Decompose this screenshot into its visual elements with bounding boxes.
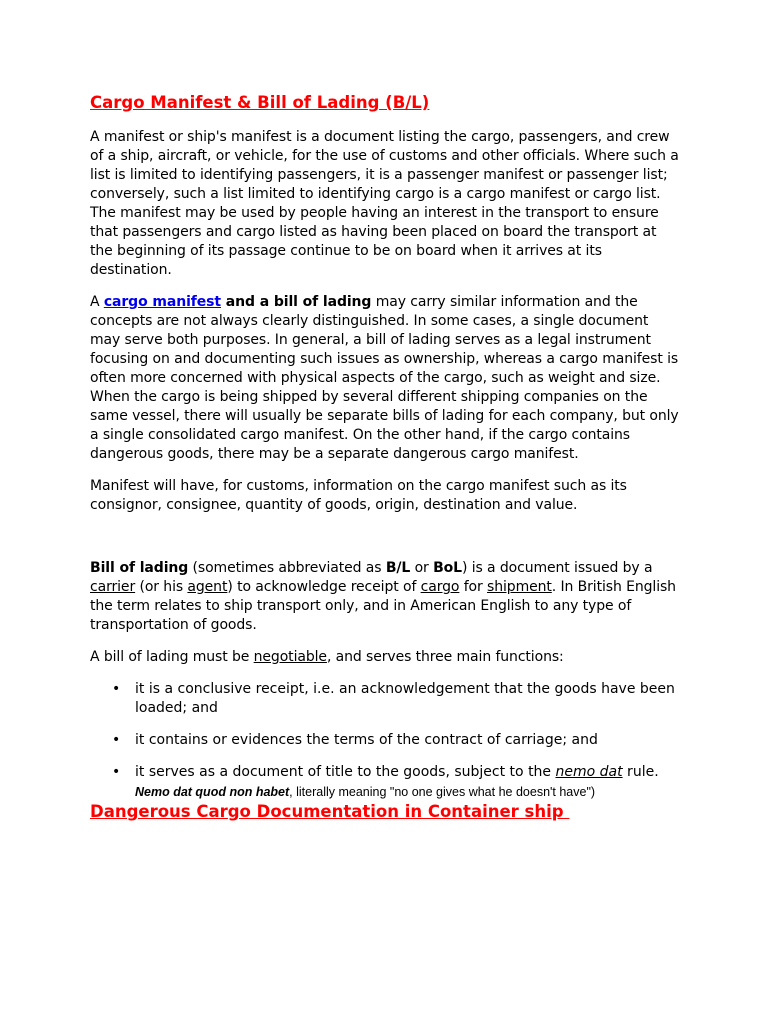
bold-abbr: B/L bbox=[385, 560, 411, 576]
text-segment: may carry similar information and the concepts are not always clearly distinguished. In some cases, a single document may serve both purposes. In general, a bill of lading serves as a legal instrument focusing on and documenting such issues as ownership, whereas a cargo manifest is often more concerned with physical aspects of the cargo, such as weight and size. When the cargo is being shipped by several different shipping companies on the same vessel, there will usually be separate bills of lading for each company, but only a single consolidated cargo manifest. On the other hand, if the cargo contains dangerous goods, there may be a separate dangerous cargo manifest. bbox=[90, 294, 679, 462]
section-heading-dangerous-cargo: Dangerous Cargo Documentation in Container ship bbox=[90, 802, 570, 821]
agent-link[interactable]: agent bbox=[187, 579, 228, 595]
cargo-manifest-link[interactable]: cargo manifest bbox=[103, 294, 222, 310]
paragraph-manifest-definition: A manifest or ship's manifest is a document listing the cargo, passengers, and crew of a ship, aircraft, or vehicle, for the use of customs and other officials. Where such a list is limited to identifying passengers, it is a passenger manifest or passenger list; conversely, such a list limited to identifying cargo is a cargo manifest or cargo list. The manifest may be used by people having an interest in the transport to ensure that passengers and cargo listed as having been placed on board the transport at the beginning of its passage continue to be on board when it arrives at its destination. bbox=[90, 129, 679, 278]
shipment-link[interactable]: shipment bbox=[487, 579, 552, 595]
bullet-marker: • bbox=[112, 764, 121, 780]
bold-text: and a bill of lading bbox=[221, 294, 372, 310]
paragraph-bl-functions bbox=[90, 648, 680, 667]
text-segment: ) to acknowledge receipt of bbox=[227, 579, 421, 595]
latin-term: Nemo dat quod non habet bbox=[135, 785, 290, 799]
bullet-marker: • bbox=[112, 681, 121, 697]
paragraph-bill-of-lading bbox=[90, 559, 680, 635]
text-segment: or bbox=[410, 560, 434, 576]
list-item bbox=[90, 763, 680, 801]
list-item bbox=[90, 731, 680, 750]
text-segment: A bill of lading must be bbox=[90, 649, 254, 665]
text-segment: . In British English the term relates to ship transport only, and in American English to any type of transportation of goods. bbox=[90, 579, 676, 633]
text-segment: (sometimes abbreviated as bbox=[188, 560, 386, 576]
text-segment: (or his bbox=[135, 579, 188, 595]
text-segment: ) is a document issued by a bbox=[461, 560, 653, 576]
list-item-text: rule. bbox=[622, 764, 659, 780]
list-item bbox=[90, 680, 680, 718]
cargo-link[interactable]: cargo bbox=[420, 579, 460, 595]
nemo-dat-note bbox=[135, 784, 680, 801]
text-segment: , and serves three main functions: bbox=[326, 649, 564, 665]
functions-list bbox=[90, 680, 680, 801]
list-item-text: it is a conclusive receipt, i.e. an acknowledgement that the goods have been loaded; and bbox=[135, 681, 675, 716]
list-item-text: it serves as a document of title to the goods, subject to the bbox=[135, 764, 556, 780]
list-item-text: it contains or evidences the terms of the contract of carriage; and bbox=[135, 732, 598, 748]
paragraph-customs-info: Manifest will have, for customs, information on the cargo manifest such as its consignor, consignee, quantity of goods, origin, destination and value. bbox=[90, 478, 627, 513]
text-segment: for bbox=[459, 579, 488, 595]
bold-abbr: BoL bbox=[433, 560, 462, 576]
document-content bbox=[90, 92, 680, 823]
text-segment: A bbox=[90, 294, 104, 310]
note-text: , literally meaning "no one gives what he doesn't have") bbox=[289, 785, 596, 799]
negotiable-link[interactable]: negotiable bbox=[253, 649, 327, 665]
paragraph-manifest-vs-bl bbox=[90, 293, 680, 464]
carrier-link[interactable]: carrier bbox=[90, 579, 136, 595]
section-heading-cargo-manifest: Cargo Manifest & Bill of Lading (B/L) bbox=[90, 93, 430, 112]
bullet-marker: • bbox=[112, 732, 121, 748]
bold-term: Bill of lading bbox=[90, 560, 189, 576]
nemo-dat-link[interactable]: nemo dat bbox=[555, 764, 623, 780]
